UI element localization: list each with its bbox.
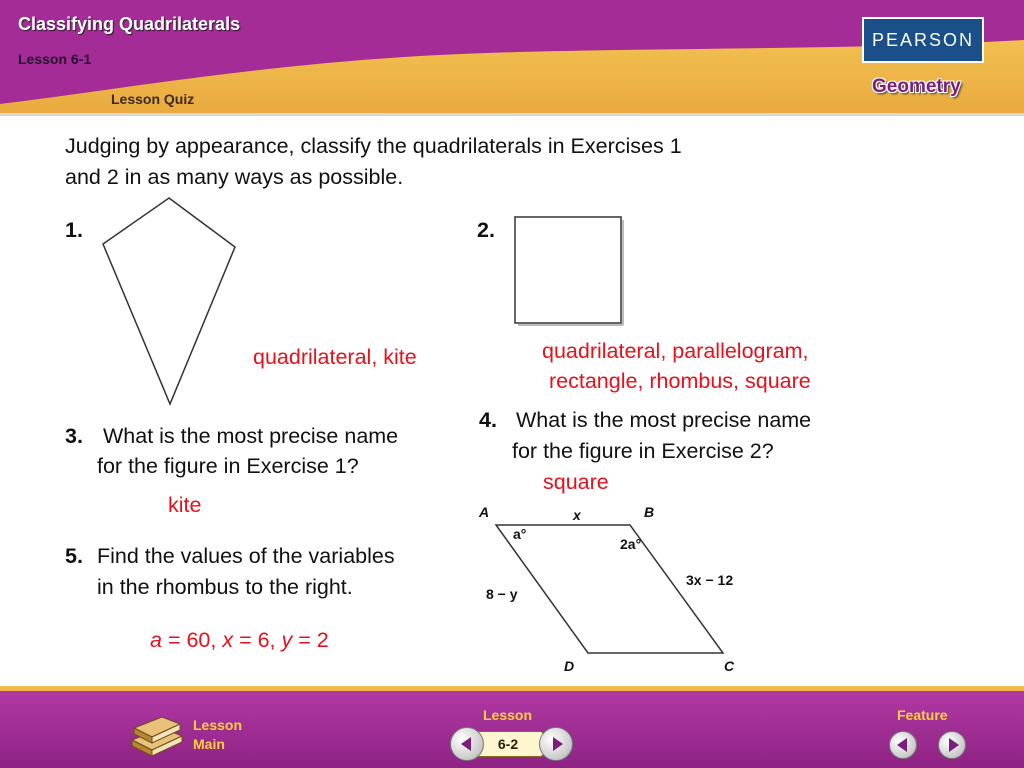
square-figure <box>510 211 630 331</box>
vertex-d-label: D <box>564 658 575 674</box>
arrow-left-icon <box>461 737 471 751</box>
exercise-4-number: 4. <box>479 408 497 432</box>
lesson-number-box: 6-2 <box>472 731 544 757</box>
vertex-a-label: A <box>479 504 490 520</box>
intro-line-1: Judging by appearance, classify the quadrilaterals in Exercises 1 <box>65 134 682 158</box>
lesson-main-link[interactable] <box>193 716 242 754</box>
exercise-3-line-2: for the figure in Exercise 1? <box>97 454 359 478</box>
exercise-1-answer: quadrilateral, kite <box>253 345 417 369</box>
exercise-4-answer: square <box>543 470 609 494</box>
angle-a-label: a° <box>513 526 527 542</box>
angle-b-label: 2a° <box>620 536 642 552</box>
pearson-logo: PEARSON <box>862 17 984 63</box>
lesson-next-button[interactable] <box>539 727 573 761</box>
subject-label: Geometry <box>872 76 961 97</box>
exercise-2-answer-line-2: rectangle, rhombus, square <box>549 369 811 393</box>
arrow-right-icon <box>553 737 563 751</box>
lesson-main-line-2: Main <box>193 736 225 752</box>
feature-nav-label: Feature <box>897 707 948 723</box>
lesson-prev-button[interactable] <box>450 727 484 761</box>
intro-line-2: and 2 in as many ways as possible. <box>65 165 404 189</box>
rhombus-figure <box>470 495 770 680</box>
lesson-quiz-label: Lesson Quiz <box>111 91 195 107</box>
exercise-3-answer: kite <box>168 493 202 517</box>
exercise-1-number: 1. <box>65 218 83 242</box>
kite-figure <box>95 192 245 412</box>
exercise-5-line-1: Find the values of the variables <box>97 544 395 568</box>
exercise-5-answer: a = 60, x = 6, y = 2 <box>150 628 329 652</box>
exercise-3-line-1: What is the most precise name <box>103 424 399 448</box>
exercise-2-answer-line-1: quadrilateral, parallelogram, <box>542 339 809 363</box>
vertex-b-label: B <box>644 504 655 520</box>
lesson-main-line-1: Lesson <box>193 717 243 733</box>
exercise-3-number: 3. <box>65 424 83 448</box>
lesson-title: Classifying Quadrilaterals <box>18 14 241 34</box>
exercise-4-line-2: for the figure in Exercise 2? <box>512 439 774 463</box>
exercise-5-line-2: in the rhombus to the right. <box>97 575 353 599</box>
feature-prev-button[interactable] <box>889 731 917 759</box>
books-icon[interactable] <box>126 712 186 758</box>
side-top-label: x <box>573 507 581 523</box>
vertex-c-label: C <box>724 658 735 674</box>
exercise-4-line-1: What is the most precise name <box>516 408 812 432</box>
feature-next-button[interactable] <box>938 731 966 759</box>
side-left-label: 8 − y <box>486 586 518 602</box>
arrow-right-icon <box>949 738 959 752</box>
exercise-5-number: 5. <box>65 544 83 568</box>
arrow-left-icon <box>897 738 907 752</box>
lesson-number: Lesson 6-1 <box>18 51 92 67</box>
lesson-nav-label: Lesson <box>483 707 533 723</box>
side-right-label: 3x − 12 <box>686 572 734 588</box>
exercise-2-number: 2. <box>477 218 495 242</box>
